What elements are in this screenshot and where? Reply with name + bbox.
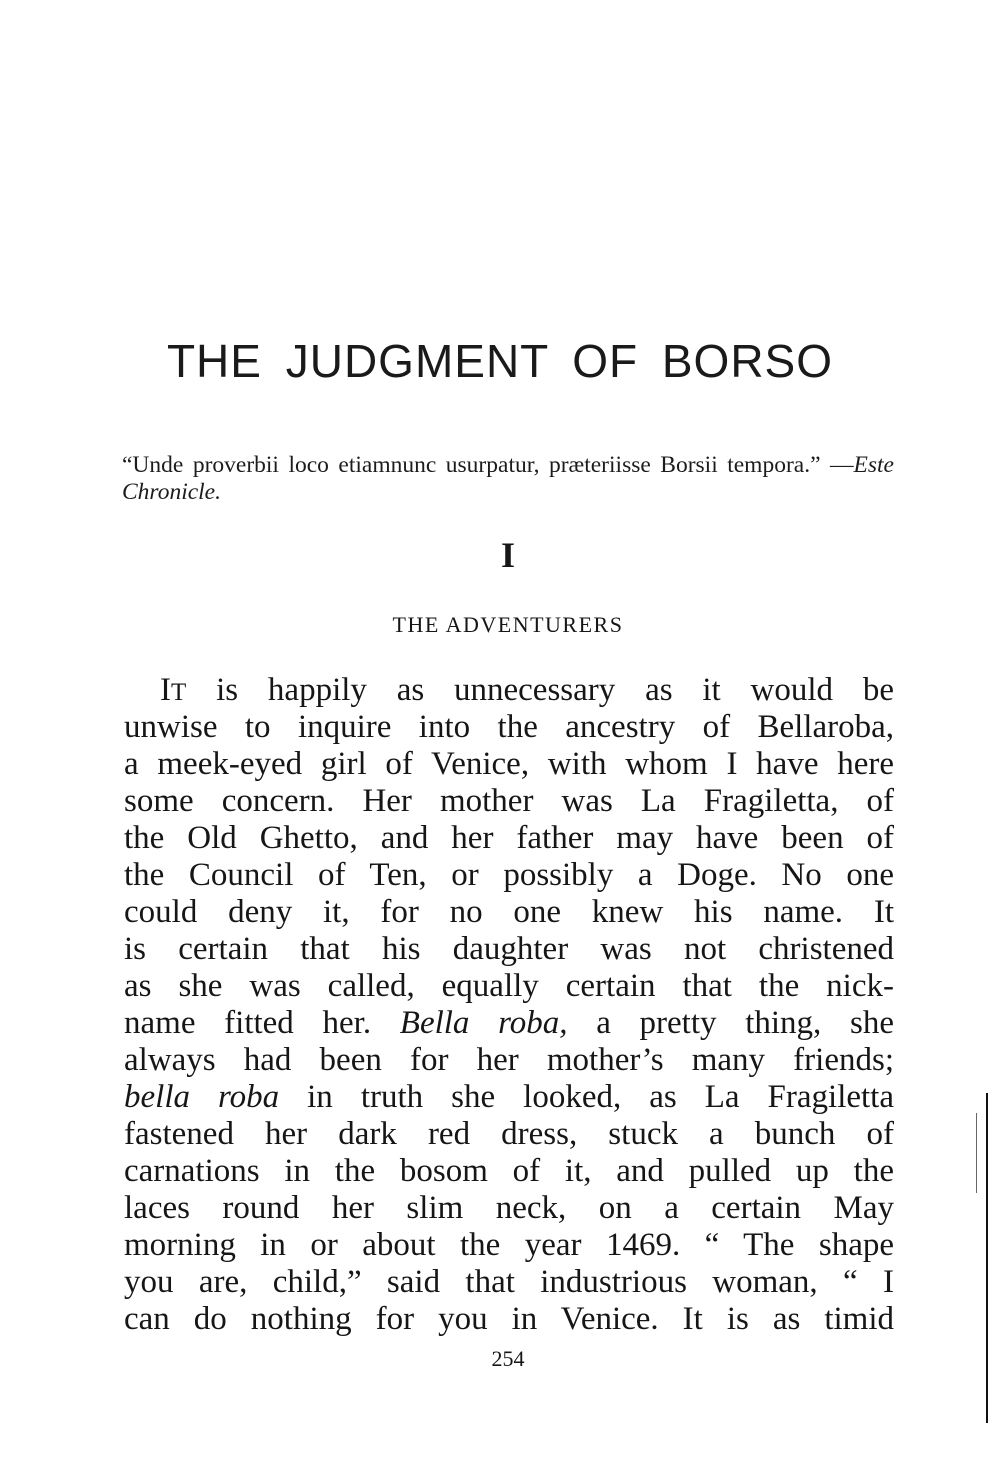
scan-edge-line [986,1093,988,1423]
section-heading: THE ADVENTURERS [392,612,624,637]
epigraph-quote: “Unde proverbii loco etiamnunc usurpatur, præteriisse Borsii tempora.” — [122,452,854,478]
italic-phrase: Bella roba, [399,1005,568,1041]
drop-initial: I [160,672,171,708]
text-line: name fitted her. Bella roba, a pretty thing, she [124,1005,895,1041]
body-text [124,672,894,1338]
text-line: can do nothing for you in Venice. It is as timid [124,1301,894,1337]
text-line: the Council of Ten, or possibly a Doge. No one [124,857,894,893]
epigraph [122,452,894,506]
small-caps: T [171,679,187,706]
section-number: I [500,535,515,575]
text-line: a meek-eyed girl of Venice, with whom I have here [124,746,894,782]
text-line: IT is happily as unnecessary as it would be [160,672,894,708]
text-line: the Old Ghetto, and her father may have been of [124,820,894,856]
text-line: bella roba in truth she looked, as La Fragiletta [124,1079,894,1115]
text-line: you are, child,” said that industrious woman, “ I [124,1264,894,1300]
italic-phrase: bella roba [124,1079,280,1115]
text-line: is certain that his daughter was not christened [124,931,894,967]
chapter-title: THE JUDGMENT OF BORSO [166,335,834,387]
text-line: could deny it, for no one knew his name. It [124,894,894,930]
text-line: unwise to inquire into the ancestry of Bellaroba, [124,709,894,745]
text-line: laces round her slim neck, on a certain May [124,1190,894,1226]
text-line: morning in or about the year 1469. “ The shape [124,1227,894,1263]
page-number: 254 [491,1346,525,1371]
text-line: some concern. Her mother was La Fragiletta, of [124,783,894,819]
text-line: fastened her dark red dress, stuck a bunch of [124,1116,894,1152]
text-line: carnations in the bosom of it, and pulled up the [124,1153,894,1189]
epigraph-source: Este Chronicle. [122,452,894,505]
text-line: always had been for her mother’s many friends; [124,1042,894,1078]
text-line: as she was called, equally certain that the nick- [124,968,894,1004]
